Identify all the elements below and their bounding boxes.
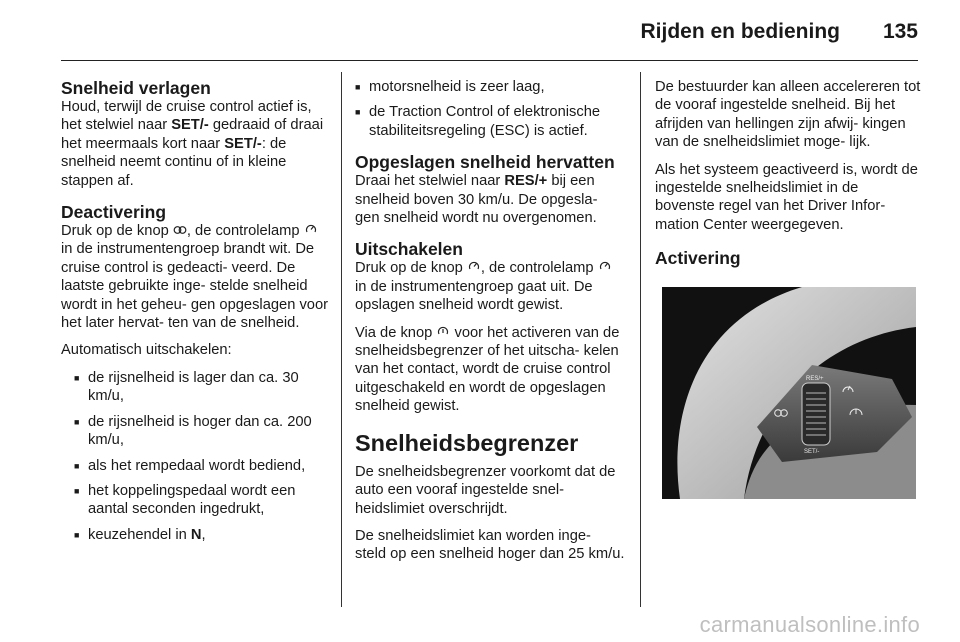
paragraph-snelheid-verlagen xyxy=(61,98,329,190)
text-run: keuzehendel in xyxy=(88,526,191,543)
text-run: voor het activeren van de snelheidsbegrenzer of het uitscha- kelen van het contact, wordt de cruise control uitgeschakeld en wordt de opgeslagen snelheid gewist. xyxy=(355,324,620,415)
section-deactivering xyxy=(61,202,329,544)
heading-snelheid-verlagen: Snelheid verlagen xyxy=(61,78,211,98)
list-item: ■ als het rempedaal wordt bediend, xyxy=(74,457,329,475)
list-item: ■ de Traction Control of elektronische stabiliteitsregeling (ESC) is actief. xyxy=(355,103,625,140)
auto-off-intro: Automatisch uitschakelen: xyxy=(61,342,232,359)
text-run: , de controlelamp xyxy=(480,260,598,277)
auto-off-list xyxy=(74,369,329,544)
heading-deactivering: Deactivering xyxy=(61,202,167,223)
control-label-set: SET/- xyxy=(224,135,262,152)
paragraph-bestuurder: De bestuurder kan alleen accelereren tot de vooraf ingestelde snelheid. Bij het afrijden van hellingen zijn afwij- kingen van de snelheidslimiet moge- lijk. xyxy=(655,79,921,151)
text-run: Druk op de knop xyxy=(355,260,467,277)
section-uitschakelen xyxy=(355,239,625,415)
text-run: bij een snelheid boven 30 km/u. De opgesla- gen snelheid wordt nu overgenomen. xyxy=(355,173,598,227)
text-run: Draai het stelwiel naar xyxy=(355,173,505,190)
gear-position-n: N xyxy=(190,526,202,543)
wheel-label-res: RES/+ xyxy=(806,376,824,382)
auto-off-list-continued xyxy=(355,78,625,140)
text-run: , de controlelamp xyxy=(186,223,304,240)
column-2 xyxy=(355,78,625,576)
cruise-control-lamp-icon xyxy=(598,259,612,277)
steering-wheel-drawing xyxy=(662,287,916,499)
cruise-control-lamp-icon xyxy=(467,259,481,277)
paragraph-deactivering xyxy=(61,222,329,332)
header-title: Rijden en bediening xyxy=(640,20,840,43)
cruise-control-icon xyxy=(173,222,187,240)
paragraph-begrenzer-2: De snelheidslimiet kan worden inge- steld op een snelheid hoger dan 25 km/u. xyxy=(355,527,625,563)
column-divider-1 xyxy=(341,72,342,607)
list-item: ■ de rijsnelheid is hoger dan ca. 200 km/u, xyxy=(74,413,329,450)
section-snelheidsbegrenzer xyxy=(355,430,625,564)
wheel-label-set: SET/- xyxy=(804,449,820,455)
text-run: Houd, terwijl de cruise control actief is, het stelwiel naar xyxy=(61,99,312,134)
list-item xyxy=(74,526,329,544)
text-run: in de instrumentengroep gaat uit. De opslagen snelheid wordt gewist. xyxy=(355,278,593,314)
paragraph-hervatten xyxy=(355,172,625,227)
paragraph-uitschakelen xyxy=(355,259,625,314)
column-1 xyxy=(61,78,329,556)
cruise-control-lamp-icon xyxy=(304,222,318,240)
list-item: ■ het koppelingspedaal wordt een aantal seconden ingedrukt, xyxy=(74,482,329,519)
list-item: ■ motorsnelheid is zeer laag, xyxy=(355,78,625,96)
column-3 xyxy=(655,78,921,268)
text-run: , xyxy=(201,526,206,543)
paragraph-via-knop xyxy=(355,324,625,416)
paragraph-begrenzer-1: De snelheidsbegrenzer voorkomt dat de auto een vooraf ingestelde snel- heidslimiet overschrijdt. xyxy=(355,463,616,517)
text-run: Via de knop xyxy=(355,324,437,341)
steering-wheel-illustration xyxy=(662,287,916,499)
control-label-set: SET/- xyxy=(171,117,209,134)
column-divider-2 xyxy=(640,72,641,607)
heading-activering: Activering xyxy=(655,248,741,269)
heading-hervatten: Opgeslagen snelheid hervatten xyxy=(355,152,615,173)
paragraph-dic: Als het systeem geactiveerd is, wordt de ingestelde snelheidslimiet in de bovenste regel van het Driver Infor- mation Center weergegeven. xyxy=(655,161,918,233)
control-label-res: RES/+ xyxy=(504,173,548,190)
text-run: in de instrumentengroep brandt wit. De cruise control is gedeacti- veerd. De laatste gebruikte inge- stelde snelheid wordt in het geheu- gen opgeslagen voor het later hervat- ten van de snelheid. xyxy=(61,241,329,332)
speed-limiter-icon xyxy=(436,324,450,342)
watermark: carmanualsonline.info xyxy=(699,612,920,637)
page-number: 135 xyxy=(882,20,918,43)
header-rule xyxy=(61,60,918,61)
section-hervatten xyxy=(355,152,625,227)
list-item: ■ de rijsnelheid is lager dan ca. 30 km/u, xyxy=(74,369,329,406)
heading-snelheidsbegrenzer: Snelheidsbegrenzer xyxy=(355,429,579,456)
text-run: gedraaid of draai het meermaals kort naar xyxy=(61,117,324,152)
section-snelheid-verlagen xyxy=(61,78,329,190)
heading-uitschakelen: Uitschakelen xyxy=(355,239,463,260)
text-run: : de snelheid neemt continu of in kleine stappen af. xyxy=(61,135,287,189)
text-run: Druk op de knop xyxy=(61,223,173,240)
